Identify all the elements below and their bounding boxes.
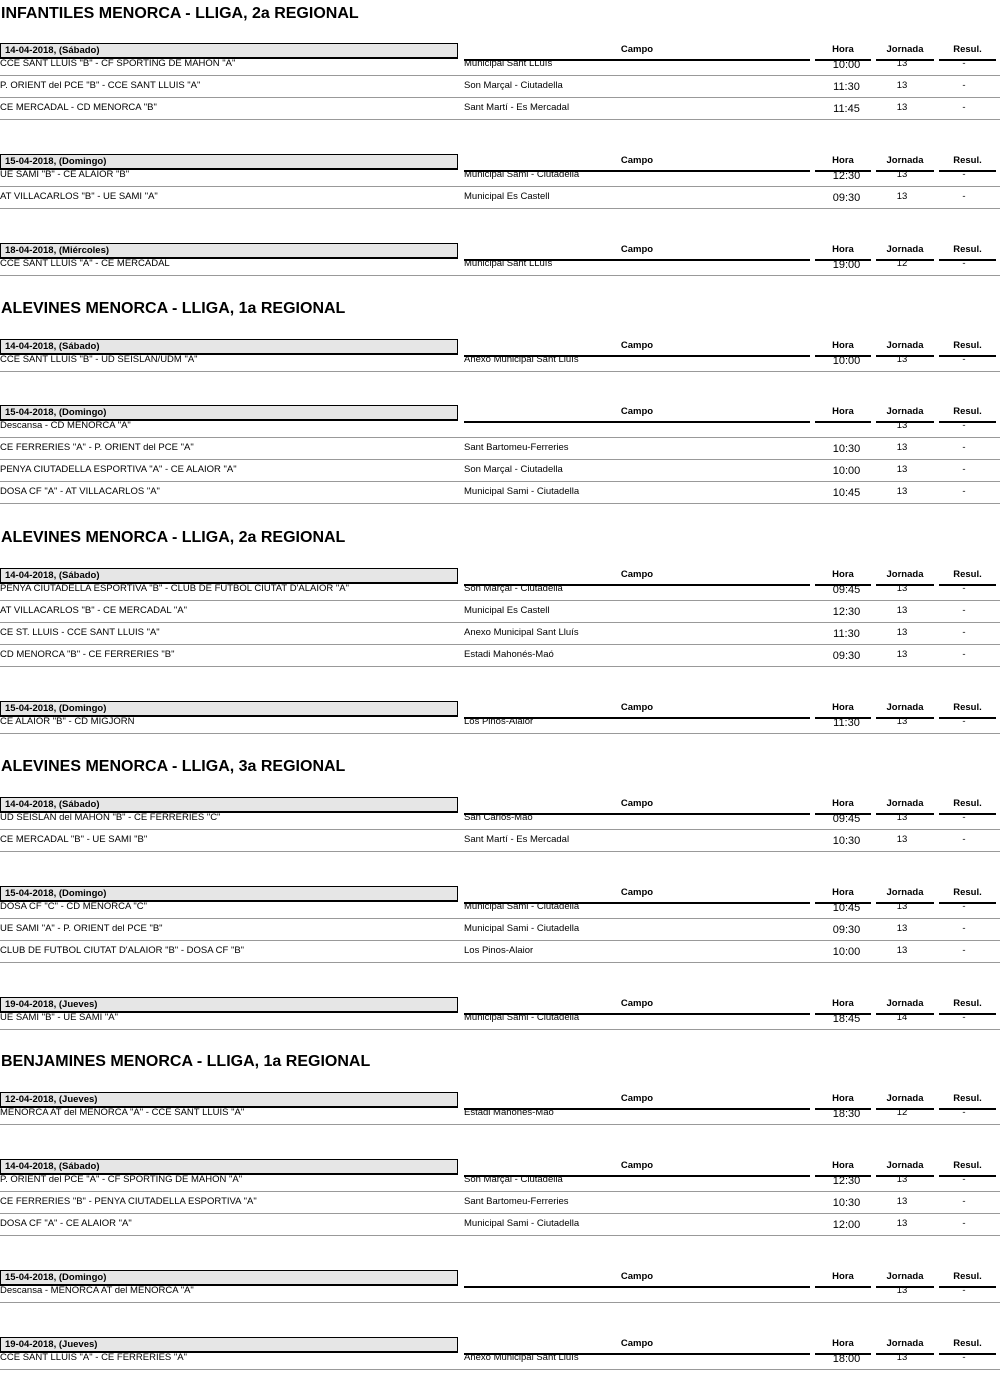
table-row (0, 98, 1000, 120)
match-teams: MENORCA AT del MENORCA "A" - CCE SANT LLUIS "A" (0, 1107, 245, 1118)
venue-name: Municipal Sami - Ciutadella (464, 486, 580, 497)
jornada-number: 13 (896, 464, 908, 475)
resul-column-header: Resul. (939, 1159, 996, 1177)
jornada-column-header: Jornada (876, 797, 934, 815)
table-row (0, 1103, 1000, 1125)
table-row (0, 416, 1000, 438)
table-row (0, 482, 1000, 504)
jornada-number: 13 (896, 191, 908, 202)
match-teams: Descansa - CD MENORCA "A" (0, 420, 131, 431)
venue-name: Estadi Mahonés-Maó (464, 649, 554, 660)
result: - (962, 812, 966, 823)
resul-column-header: Resul. (939, 405, 996, 423)
result: - (962, 191, 966, 202)
jornada-number: 13 (896, 923, 908, 934)
result: - (962, 649, 966, 660)
campo-column-header: Campo (464, 405, 810, 423)
venue-name: Anexo Municipal Sant Lluís (464, 627, 579, 638)
match-time: 12:30 (832, 170, 861, 182)
resul-column-header: Resul. (939, 797, 996, 815)
result: - (962, 1196, 966, 1207)
match-teams: UD SEISLAN del MAHON "B" - CE FERRERIES "C" (0, 812, 221, 823)
resul-column-header: Resul. (939, 886, 996, 904)
table-row (0, 76, 1000, 98)
campo-column-header: Campo (464, 886, 810, 904)
table-row (0, 919, 1000, 941)
match-teams: DOSA CF "A" - AT VILLACARLOS "A" (0, 486, 160, 497)
venue-name: Municipal Sami - Ciutadella (464, 1218, 580, 1229)
table-row (0, 54, 1000, 76)
hora-column-header: Hora (815, 405, 871, 423)
jornada-number: 13 (896, 605, 908, 616)
venue-name: San Carlos-Maó (464, 812, 533, 823)
jornada-column-header: Jornada (876, 886, 934, 904)
match-time: 12:30 (832, 606, 861, 618)
match-teams: CE ALAIOR "B" - CD MIGJORN (0, 716, 135, 727)
campo-column-header: Campo (464, 701, 810, 719)
hora-column-header: Hora (815, 568, 871, 586)
section-title: ALEVINES MENORCA - LLIGA, 3a REGIONAL (1, 758, 346, 775)
resul-column-header: Resul. (939, 568, 996, 586)
match-time: 11:30 (833, 81, 860, 93)
jornada-number: 13 (896, 169, 908, 180)
match-teams: P. ORIENT del PCE "A" - CF SPORTING DE MAHON "A" (0, 1174, 243, 1185)
hora-column-header: Hora (815, 243, 871, 261)
date-header: 15-04-2018, (Domingo) (0, 886, 458, 902)
table-row (0, 579, 1000, 601)
table-row (0, 897, 1000, 919)
date-header: 12-04-2018, (Jueves) (0, 1092, 458, 1108)
section-title: INFANTILES MENORCA - LLIGA, 2a REGIONAL (1, 5, 359, 22)
table-row (0, 1192, 1000, 1214)
venue-name: Municipal Sant LLuís (464, 58, 553, 69)
match-teams: CE FERRERIES "B" - PENYA CIUTADELLA ESPORTIVA "A" (0, 1196, 257, 1207)
campo-column-header: Campo (464, 339, 810, 357)
jornada-column-header: Jornada (876, 1337, 934, 1355)
match-time: 11:30 (833, 717, 860, 729)
table-row (0, 1170, 1000, 1192)
venue-name: Son Marçal - Ciutadella (464, 464, 563, 475)
result: - (962, 945, 966, 956)
jornada-number: 14 (896, 1012, 908, 1023)
table-row (0, 645, 1000, 667)
result: - (962, 58, 966, 69)
match-teams: Descansa - MENORCA AT del MENORCA "A" (0, 1285, 194, 1296)
hora-column-header: Hora (815, 339, 871, 357)
table-row (0, 1008, 1000, 1030)
result: - (962, 354, 966, 365)
resul-column-header: Resul. (939, 1092, 996, 1110)
result: - (962, 102, 966, 113)
result: - (962, 442, 966, 453)
jornada-column-header: Jornada (876, 568, 934, 586)
date-header: 15-04-2018, (Domingo) (0, 1270, 458, 1286)
match-time: 10:00 (832, 465, 861, 477)
hora-column-header: Hora (815, 701, 871, 719)
match-time: 12:30 (832, 1175, 861, 1187)
table-row (0, 165, 1000, 187)
venue-name: Anexo Municipal Sant Lluís (464, 354, 579, 365)
jornada-number: 13 (896, 812, 908, 823)
result: - (962, 716, 966, 727)
table-row (0, 623, 1000, 645)
table-row (0, 254, 1000, 276)
campo-column-header: Campo (464, 154, 810, 172)
hora-column-header: Hora (815, 997, 871, 1015)
campo-column-header: Campo (464, 1092, 810, 1110)
match-teams: CLUB DE FUTBOL CIUTAT D'ALAIOR "B" - DOSA CF "B" (0, 945, 245, 956)
campo-column-header: Campo (464, 243, 810, 261)
result: - (962, 1107, 966, 1118)
match-teams: CE MERCADAL "B" - UE SAMI "B" (0, 834, 148, 845)
venue-name: Municipal Es Castell (464, 191, 550, 202)
jornada-number: 13 (896, 901, 908, 912)
venue-name: Municipal Sami - Ciutadella (464, 901, 580, 912)
match-time: 10:30 (832, 1197, 861, 1209)
jornada-column-header: Jornada (876, 154, 934, 172)
campo-column-header: Campo (464, 1337, 810, 1355)
table-row (0, 808, 1000, 830)
result: - (962, 420, 966, 431)
match-time: 10:30 (832, 835, 861, 847)
jornada-number: 13 (896, 716, 908, 727)
jornada-number: 13 (896, 945, 908, 956)
jornada-number: 13 (896, 442, 908, 453)
hora-column-header: Hora (815, 886, 871, 904)
match-teams: AT VILLACARLOS "B" - UE SAMI "A" (0, 191, 158, 202)
venue-name: Municipal Sant LLuís (464, 258, 553, 269)
match-time: 10:00 (832, 355, 861, 367)
campo-column-header: Campo (464, 997, 810, 1015)
jornada-number: 13 (896, 1285, 908, 1296)
jornada-number: 13 (896, 1218, 908, 1229)
jornada-number: 13 (896, 834, 908, 845)
result: - (962, 1218, 966, 1229)
date-header: 19-04-2018, (Jueves) (0, 1337, 458, 1353)
hora-column-header: Hora (815, 1270, 871, 1288)
resul-column-header: Resul. (939, 1337, 996, 1355)
date-header: 14-04-2018, (Sábado) (0, 568, 458, 584)
resul-column-header: Resul. (939, 243, 996, 261)
match-teams: DOSA CF "A" - CE ALAIOR "A" (0, 1218, 132, 1229)
hora-column-header: Hora (815, 154, 871, 172)
venue-name: Son Marçal - Ciutadella (464, 1174, 563, 1185)
match-time: 10:30 (832, 443, 861, 455)
jornada-column-header: Jornada (876, 1159, 934, 1177)
jornada-number: 13 (896, 80, 908, 91)
date-header: 14-04-2018, (Sábado) (0, 339, 458, 355)
match-time: 18:30 (832, 1108, 861, 1120)
match-time: 10:45 (832, 487, 861, 499)
hora-column-header: Hora (815, 43, 871, 61)
result: - (962, 464, 966, 475)
jornada-number: 13 (896, 486, 908, 497)
result: - (962, 901, 966, 912)
venue-name: Municipal Es Castell (464, 605, 550, 616)
result: - (962, 1285, 966, 1296)
venue-name: Sant Martí - Es Mercadal (464, 834, 570, 845)
match-teams: CCE SANT LLUIS "A" - CE MERCADAL (0, 258, 170, 269)
match-teams: UE SAMI "B" - UE SAMI "A" (0, 1012, 119, 1023)
venue-name: Los Pinos-Alaior (464, 945, 534, 956)
result: - (962, 1174, 966, 1185)
match-teams: UE SAMI "B" - CE ALAIOR "B" (0, 169, 130, 180)
jornada-column-header: Jornada (876, 43, 934, 61)
table-row (0, 350, 1000, 372)
resul-column-header: Resul. (939, 154, 996, 172)
jornada-column-header: Jornada (876, 339, 934, 357)
match-teams: P. ORIENT del PCE "B" - CCE SANT LLUIS "A" (0, 80, 201, 91)
venue-name: Son Marçal - Ciutadella (464, 583, 563, 594)
jornada-number: 13 (896, 58, 908, 69)
section-title: ALEVINES MENORCA - LLIGA, 1a REGIONAL (1, 300, 346, 317)
result: - (962, 923, 966, 934)
result: - (962, 1012, 966, 1023)
result: - (962, 605, 966, 616)
table-row (0, 712, 1000, 734)
table-row (0, 438, 1000, 460)
result: - (962, 169, 966, 180)
resul-column-header: Resul. (939, 43, 996, 61)
jornada-number: 13 (896, 627, 908, 638)
jornada-number: 13 (896, 583, 908, 594)
jornada-column-header: Jornada (876, 1092, 934, 1110)
match-teams: CCE SANT LLUIS "B" - UD SEISLAN/UDM "A" (0, 354, 198, 365)
match-teams: AT VILLACARLOS "B" - CE MERCADAL "A" (0, 605, 188, 616)
jornada-number: 12 (896, 258, 908, 269)
date-header: 15-04-2018, (Domingo) (0, 701, 458, 717)
jornada-column-header: Jornada (876, 997, 934, 1015)
match-teams: DOSA CF "C" - CD MENORCA "C" (0, 901, 148, 912)
match-time: 12:00 (832, 1219, 861, 1231)
venue-name: Sant Martí - Es Mercadal (464, 102, 570, 113)
result: - (962, 834, 966, 845)
match-time: 10:45 (832, 902, 861, 914)
venue-name: Son Marçal - Ciutadella (464, 80, 563, 91)
match-time: 18:00 (832, 1353, 861, 1365)
table-row (0, 830, 1000, 852)
jornada-column-header: Jornada (876, 243, 934, 261)
jornada-number: 13 (896, 102, 908, 113)
match-teams: PENYA CIUTADELLA ESPORTIVA "A" - CE ALAIOR "A" (0, 464, 237, 475)
match-teams: CD MENORCA "B" - CE FERRERIES "B" (0, 649, 175, 660)
section-title: BENJAMINES MENORCA - LLIGA, 1a REGIONAL (1, 1053, 371, 1070)
venue-name: Estadi Mahonés-Maó (464, 1107, 554, 1118)
campo-column-header: Campo (464, 1270, 810, 1288)
match-time: 09:45 (832, 584, 861, 596)
jornada-column-header: Jornada (876, 701, 934, 719)
venue-name: Municipal Sami - Ciutadella (464, 923, 580, 934)
jornada-number: 13 (896, 1174, 908, 1185)
match-time: 11:30 (833, 628, 860, 640)
match-time: 10:00 (832, 946, 861, 958)
match-time: 09:30 (832, 650, 861, 662)
section-title: ALEVINES MENORCA - LLIGA, 2a REGIONAL (1, 529, 346, 546)
match-teams: CE MERCADAL - CD MENORCA "B" (0, 102, 157, 113)
match-teams: CE ST. LLUIS - CCE SANT LLUIS "A" (0, 627, 160, 638)
date-header: 14-04-2018, (Sábado) (0, 43, 458, 59)
match-time: 09:45 (832, 813, 861, 825)
match-time: 18:45 (832, 1013, 861, 1025)
match-teams: PENYA CIUTADELLA ESPORTIVA "B" - CLUB DE FUTBOL CIUTAT D'ALAIOR "A" (0, 583, 349, 594)
jornada-number: 13 (896, 1196, 908, 1207)
match-teams: CE FERRERIES "A" - P. ORIENT del PCE "A" (0, 442, 194, 453)
match-time: 10:00 (832, 59, 861, 71)
campo-column-header: Campo (464, 43, 810, 61)
match-time: 11:45 (833, 103, 860, 115)
result: - (962, 258, 966, 269)
jornada-number: 13 (896, 354, 908, 365)
hora-column-header: Hora (815, 797, 871, 815)
table-row (0, 1348, 1000, 1370)
result: - (962, 583, 966, 594)
table-row (0, 1214, 1000, 1236)
venue-name: Sant Bartomeu-Ferreries (464, 442, 569, 453)
venue-name: Sant Bartomeu-Ferreries (464, 1196, 569, 1207)
jornada-number: 12 (896, 1107, 908, 1118)
date-header: 15-04-2018, (Domingo) (0, 154, 458, 170)
match-teams: CCE SANT LLUIS "A" - CE FERRERIES "A" (0, 1352, 187, 1363)
table-row (0, 601, 1000, 623)
jornada-number: 13 (896, 649, 908, 660)
result: - (962, 1352, 966, 1363)
campo-column-header: Campo (464, 1159, 810, 1177)
match-time: 09:30 (832, 192, 861, 204)
resul-column-header: Resul. (939, 339, 996, 357)
match-time: 09:30 (832, 924, 861, 936)
venue-name: Municipal Sami - Ciutadella (464, 169, 580, 180)
campo-column-header: Campo (464, 797, 810, 815)
match-time: 19:00 (832, 259, 861, 271)
date-header: 18-04-2018, (Miércoles) (0, 243, 458, 259)
table-row (0, 460, 1000, 482)
venue-name: Los Pinos-Alaior (464, 716, 534, 727)
date-header: 14-04-2018, (Sábado) (0, 797, 458, 813)
hora-column-header: Hora (815, 1159, 871, 1177)
resul-column-header: Resul. (939, 701, 996, 719)
jornada-number: 13 (896, 1352, 908, 1363)
date-header: 15-04-2018, (Domingo) (0, 405, 458, 421)
date-header: 19-04-2018, (Jueves) (0, 997, 458, 1013)
jornada-column-header: Jornada (876, 405, 934, 423)
table-row (0, 187, 1000, 209)
jornada-number: 13 (896, 420, 908, 431)
hora-column-header: Hora (815, 1337, 871, 1355)
table-row (0, 1281, 1000, 1303)
result: - (962, 486, 966, 497)
resul-column-header: Resul. (939, 1270, 996, 1288)
match-teams: CCE SANT LLUÍS "B" - CF SPORTING DE MAHON "A" (0, 58, 236, 69)
table-row (0, 941, 1000, 963)
resul-column-header: Resul. (939, 997, 996, 1015)
date-header: 14-04-2018, (Sábado) (0, 1159, 458, 1175)
hora-column-header: Hora (815, 1092, 871, 1110)
venue-name: Anexo Municipal Sant Lluís (464, 1352, 579, 1363)
result: - (962, 627, 966, 638)
result: - (962, 80, 966, 91)
campo-column-header: Campo (464, 568, 810, 586)
match-teams: UE SAMI "A" - P. ORIENT del PCE "B" (0, 923, 163, 934)
jornada-column-header: Jornada (876, 1270, 934, 1288)
venue-name: Municipal Sami - Ciutadella (464, 1012, 580, 1023)
